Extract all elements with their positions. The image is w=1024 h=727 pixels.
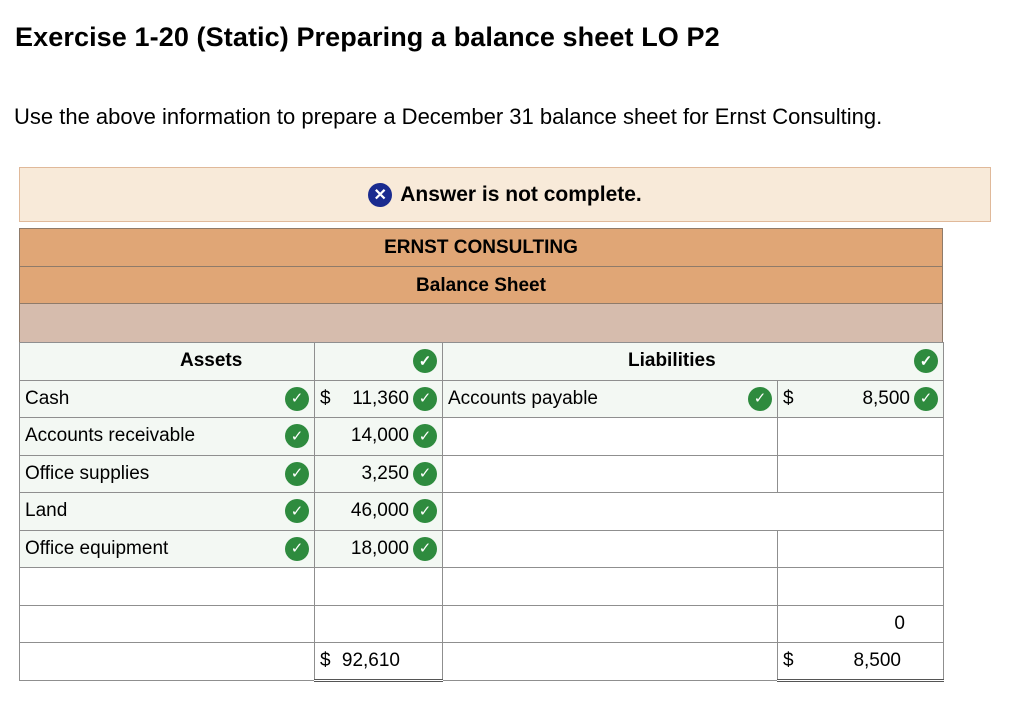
liability-label-cell[interactable] [443, 530, 778, 568]
assets-header-cell [20, 343, 315, 381]
dollar-sign: $ [783, 649, 794, 671]
liability-amount-cell[interactable] [778, 530, 944, 568]
company-name: ERNST CONSULTING [19, 228, 943, 266]
check-icon: ✓ [413, 424, 437, 448]
liabilities-header: Liabilities [628, 350, 716, 371]
asset-amount-cell[interactable] [315, 530, 443, 568]
table-row [20, 530, 944, 568]
liability-label-cell[interactable] [443, 455, 778, 493]
asset-label-cell[interactable] [20, 493, 315, 531]
total-assets-cell[interactable] [315, 643, 443, 681]
liability-subtotal-cell[interactable] [778, 605, 944, 643]
asset-amount-cell[interactable] [315, 418, 443, 456]
page-title: Exercise 1-20 (Static) Preparing a balance sheet LO P2 [15, 22, 720, 52]
date-row [19, 304, 943, 342]
table-row [20, 568, 944, 606]
liability-amount-cell[interactable] [778, 455, 944, 493]
asset-amount: 18,000 [350, 537, 409, 559]
asset-label-cell[interactable] [20, 530, 315, 568]
liability-subtotal: 0 [894, 612, 905, 634]
liabilities-header-cell [443, 343, 778, 381]
liabilities-header-check-cell [778, 343, 944, 381]
balance-sheet [19, 228, 943, 682]
liability-amount-cell[interactable] [778, 380, 944, 418]
liability-amount-cell[interactable] [778, 418, 944, 456]
balance-table [19, 342, 944, 682]
check-icon: ✓ [285, 537, 309, 561]
liability-label: Accounts payable [448, 387, 598, 409]
assets-header-check-cell [315, 343, 443, 381]
asset-label: Cash [25, 387, 70, 409]
status-text: Answer is not complete. [400, 182, 642, 206]
total-assets-label-cell[interactable] [20, 643, 315, 681]
check-icon: ✓ [914, 349, 938, 373]
dollar-sign: $ [320, 387, 331, 409]
check-icon: ✓ [285, 462, 309, 486]
total-liabilities: 8,500 [853, 649, 901, 671]
asset-amount-cell[interactable] [315, 380, 443, 418]
column-header-row [20, 343, 944, 381]
asset-amount-cell[interactable] [315, 455, 443, 493]
asset-label-cell[interactable] [20, 455, 315, 493]
table-row [20, 605, 944, 643]
total-assets: 92,610 [341, 649, 400, 671]
check-icon: ✓ [413, 537, 437, 561]
statement-title: Balance Sheet [19, 266, 943, 304]
asset-amount: 14,000 [350, 425, 409, 447]
table-row [20, 455, 944, 493]
liability-label-cell[interactable] [443, 568, 778, 606]
check-icon: ✓ [748, 387, 772, 411]
check-icon: ✓ [413, 349, 437, 373]
liability-label-cell[interactable] [443, 380, 778, 418]
table-row [20, 380, 944, 418]
status-banner [19, 167, 991, 222]
asset-label-cell[interactable] [20, 380, 315, 418]
asset-label: Office supplies [25, 462, 150, 484]
liability-label-cell[interactable] [443, 493, 778, 531]
assets-header: Assets [180, 350, 243, 371]
asset-amount: 46,000 [350, 500, 409, 522]
check-icon: ✓ [285, 387, 309, 411]
check-icon: ✓ [285, 499, 309, 523]
asset-amount: 11,360 [352, 387, 409, 409]
liability-amount: 8,500 [862, 387, 910, 409]
totals-row [20, 643, 944, 681]
total-liab-label-cell[interactable] [443, 643, 778, 681]
x-circle-icon: ✕ [368, 183, 392, 207]
asset-amount-cell[interactable] [315, 605, 443, 643]
asset-amount-cell[interactable] [315, 493, 443, 531]
asset-label: Land [25, 500, 68, 522]
check-icon: ✓ [413, 499, 437, 523]
check-icon: ✓ [914, 387, 938, 411]
asset-label-cell[interactable] [20, 568, 315, 606]
instructions-text: Use the above information to prepare a December 31 balance sheet for Ernst Consulting. [14, 104, 883, 129]
asset-label-cell[interactable] [20, 418, 315, 456]
check-icon: ✓ [413, 387, 437, 411]
asset-label: Accounts receivable [25, 425, 196, 447]
asset-label-cell[interactable] [20, 605, 315, 643]
check-icon: ✓ [413, 462, 437, 486]
asset-label: Office equipment [25, 537, 169, 559]
liability-label-cell[interactable] [443, 418, 778, 456]
liability-label-cell[interactable] [443, 605, 778, 643]
liability-amount-cell[interactable] [778, 493, 944, 531]
total-liab-cell[interactable] [778, 643, 944, 681]
table-row [20, 493, 944, 531]
check-icon: ✓ [285, 424, 309, 448]
table-row [20, 418, 944, 456]
dollar-sign: $ [783, 387, 794, 409]
asset-amount-cell[interactable] [315, 568, 443, 606]
dollar-sign: $ [320, 649, 331, 671]
asset-amount: 3,250 [361, 462, 409, 484]
liability-amount-cell[interactable] [778, 568, 944, 606]
